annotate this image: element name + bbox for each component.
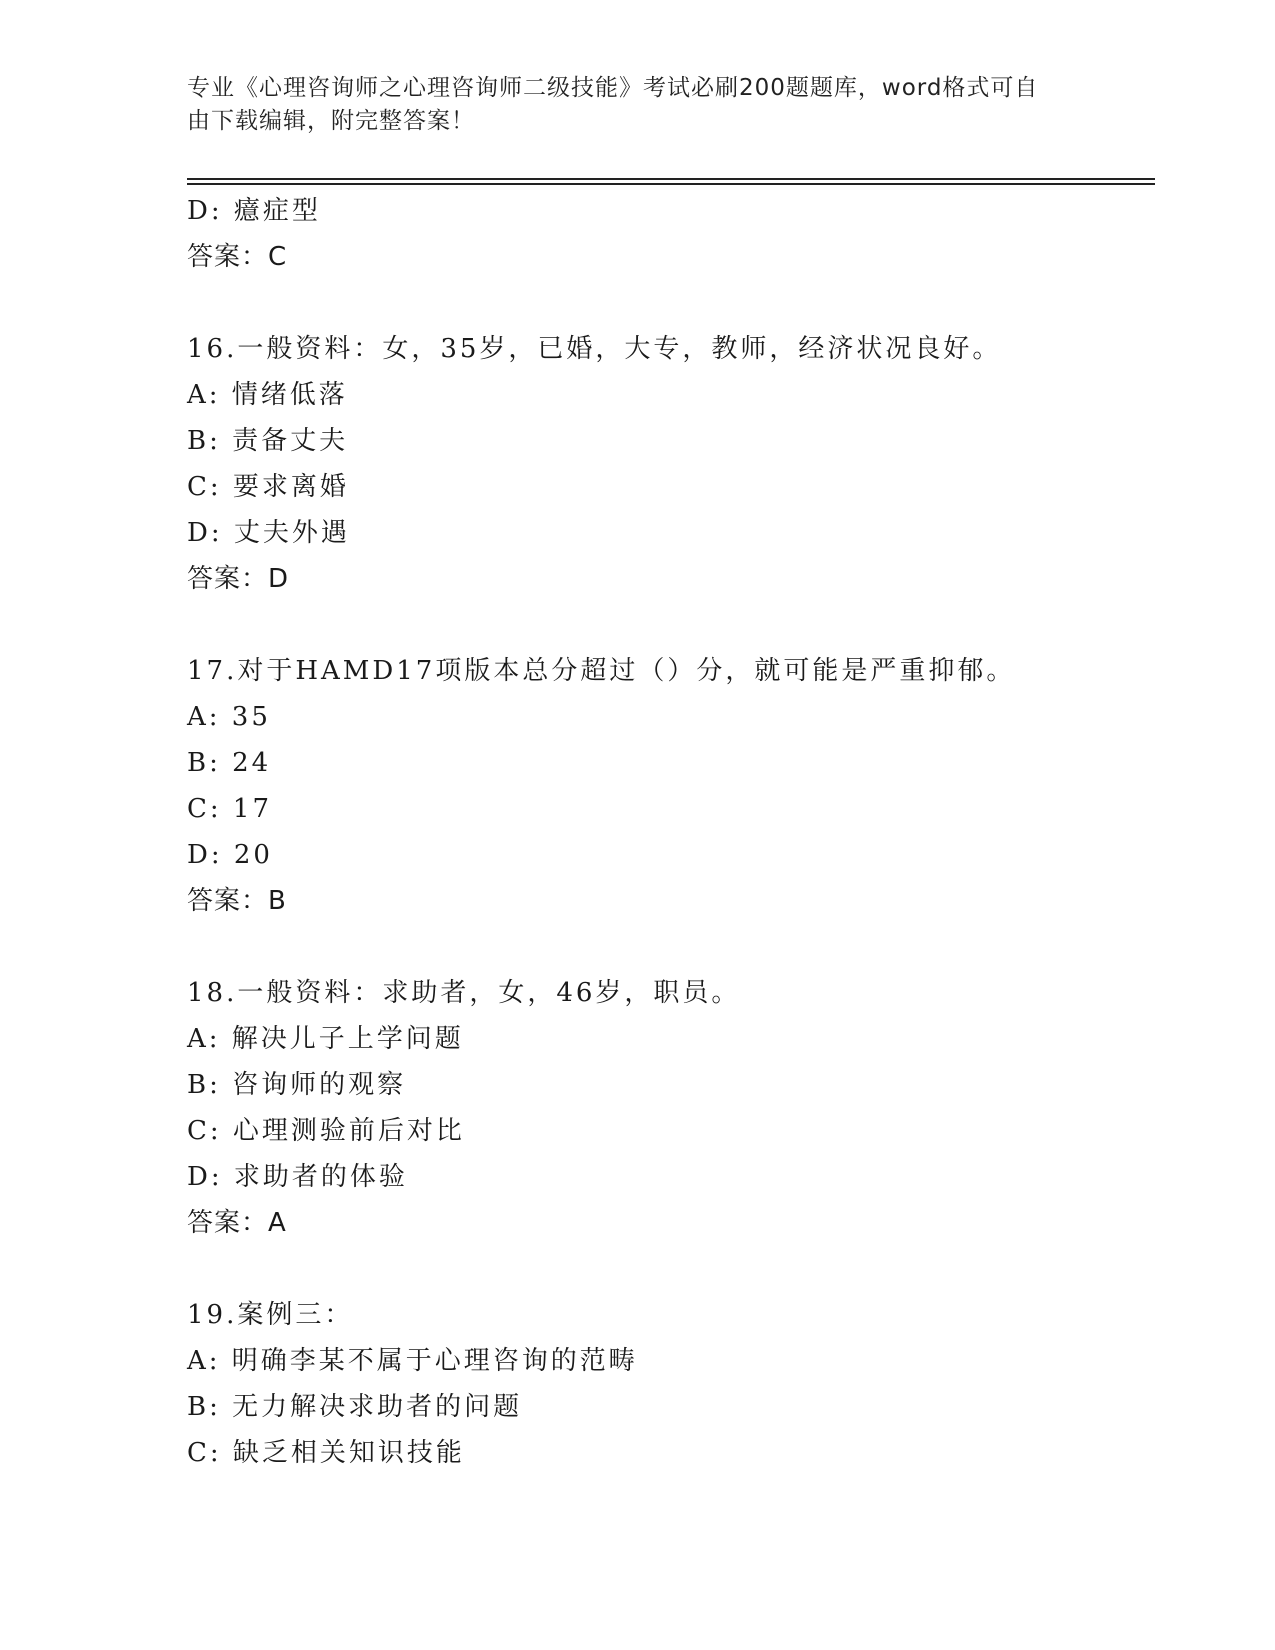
question-text: 19.案例三： (187, 1300, 354, 1330)
option-a: A: 解决儿子上学问题 (187, 1024, 464, 1054)
option-c: C: 17 (187, 794, 273, 824)
spacer (187, 924, 1155, 970)
question-list (187, 188, 1155, 1476)
spacer (187, 1246, 1155, 1292)
question-block-16 (187, 326, 1155, 602)
option-d: D: 求助者的体验 (187, 1162, 408, 1192)
option-a: A: 情绪低落 (187, 380, 348, 410)
option-b: B: 24 (187, 748, 272, 778)
option-c: C: 要求离婚 (187, 472, 349, 502)
option-c: C: 心理测验前后对比 (187, 1116, 465, 1146)
question-text: 17.对于HAMD17项版本总分超过（）分，就可能是严重抑郁。 (187, 656, 1016, 686)
option-d: D: 癔症型 (187, 196, 321, 226)
question-block-18 (187, 970, 1155, 1246)
header-divider-top (187, 178, 1155, 180)
option-b: B: 责备丈夫 (187, 426, 349, 456)
option-c: C: 缺乏相关知识技能 (187, 1438, 465, 1468)
header-divider-bottom (187, 183, 1155, 185)
spacer (187, 280, 1155, 326)
header-line-1: 专业《心理咨询师之心理咨询师二级技能》考试必刷200题题库，word格式可自 (187, 75, 1039, 101)
answer-line: 答案：B (187, 886, 287, 916)
option-a: A: 明确李某不属于心理咨询的范畴 (187, 1346, 638, 1376)
document-header (187, 72, 1067, 138)
header-line-2: 由下载编辑，附完整答案！ (187, 108, 475, 134)
answer-line: 答案：C (187, 242, 288, 272)
spacer (187, 602, 1155, 648)
option-d: D: 丈夫外遇 (187, 518, 350, 548)
question-text: 16.一般资料：女，35岁，已婚，大专，教师，经济状况良好。 (187, 334, 1002, 364)
question-block-17 (187, 648, 1155, 924)
answer-line: 答案：D (187, 564, 290, 594)
answer-line: 答案：A (187, 1208, 287, 1238)
question-text: 18.一般资料：求助者，女，46岁，职员。 (187, 978, 741, 1008)
question-block-19 (187, 1292, 1155, 1476)
option-a: A: 35 (187, 702, 271, 732)
option-b: B: 无力解决求助者的问题 (187, 1392, 523, 1422)
option-b: B: 咨询师的观察 (187, 1070, 407, 1100)
option-d: D: 20 (187, 840, 273, 870)
question-block-15 (187, 188, 1155, 280)
